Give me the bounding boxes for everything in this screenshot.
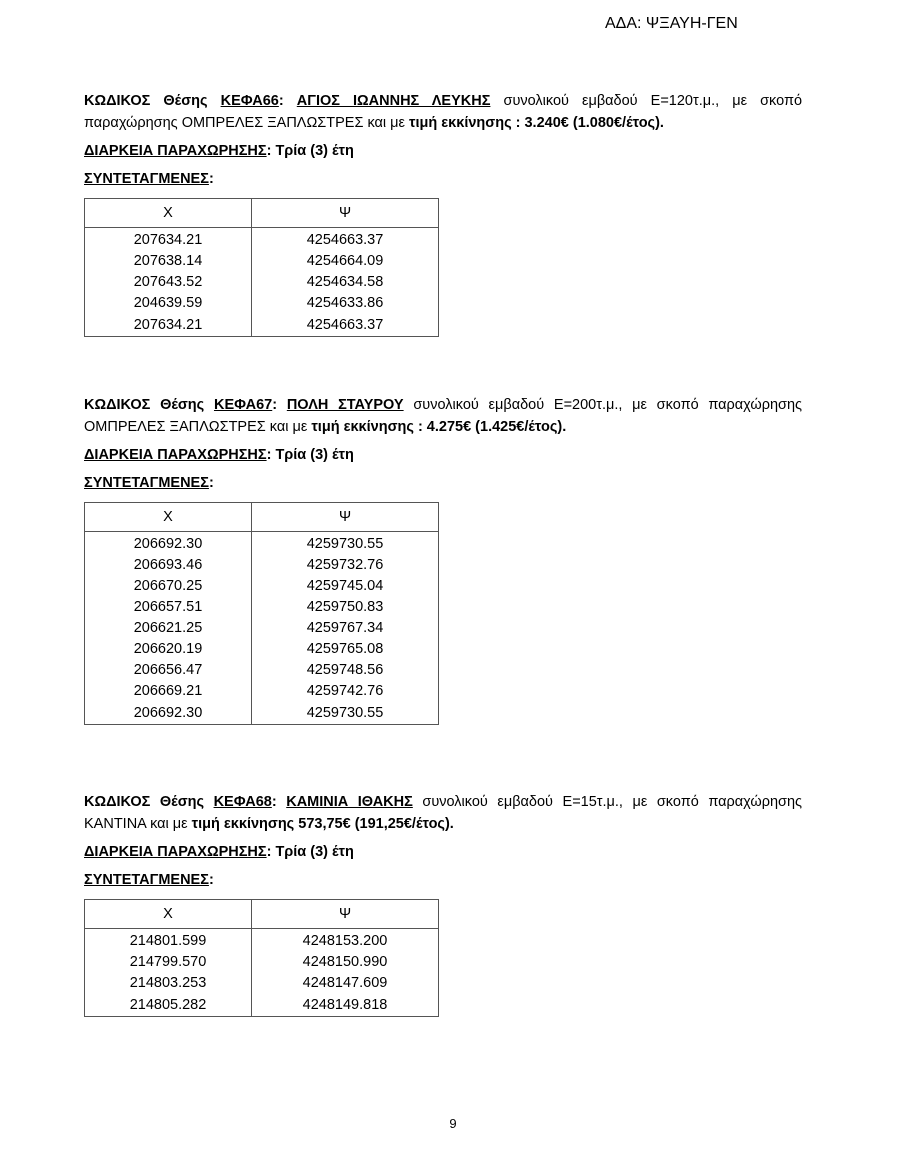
y-cell: 4248149.818 [252,994,439,1017]
price-value: : 3.240€ (1.080€/έτος). [515,115,664,131]
x-cell: 207634.21 [85,314,252,337]
description-text: συνολικού εμβαδού Ε=200τ.μ., με σκοπό παραχώρησης ΟΜΠΡΕΛΕΣ ΞΑΠΛΩΣΤΡΕΣ και με [84,397,803,435]
duration-line: ΔΙΑΡΚΕΙΑ ΠΑΡΑΧΩΡΗΣΗΣ: Τρία (3) έτη [84,844,354,860]
table-row [85,272,439,293]
section-kefa66 [84,90,802,337]
code-value: ΚΕΦΑ67 [213,397,273,413]
x-cell: 207634.21 [85,228,252,252]
table-row [85,532,439,556]
table-row [85,639,439,660]
y-cell: 4259732.76 [252,555,439,576]
x-cell: 207638.14 [85,251,252,272]
code-value: ΚΕΦΑ66 [220,93,279,109]
y-cell: 4259742.76 [252,681,439,702]
table-row [85,555,439,576]
duration-value: Τρία (3) έτη [275,143,354,159]
code-label: ΚΩΔΙΚΟΣ Θέσης [84,794,205,810]
y-cell: 4259730.55 [252,702,439,725]
section-kefa67 [84,394,802,725]
x-cell: 206692.30 [85,532,252,556]
duration-value: Τρία (3) έτη [275,844,354,860]
description-text: συνολικού εμβαδού Ε=120τ.μ., με σκοπό παραχώρησης ΟΜΠΡΕΛΕΣ ΞΑΠΛΩΣΤΡΕΣ και με [84,93,803,131]
section-kefa68 [84,791,802,1017]
x-cell: 214803.253 [85,973,252,994]
table-row [85,228,439,252]
price-value: 573,75€ (191,25€/έτος). [298,816,454,832]
y-cell: 4254663.37 [252,228,439,252]
coords-table [84,198,439,337]
table-row [85,251,439,272]
x-cell: 206669.21 [85,681,252,702]
duration-label: ΔΙΑΡΚΕΙΑ ΠΑΡΑΧΩΡΗΣΗΣ [84,844,267,860]
duration-value: Τρία (3) έτη [275,447,354,463]
code-value: ΚΕΦΑ68 [213,794,272,810]
table-row [85,681,439,702]
x-cell: 206620.19 [85,639,252,660]
description-text: συνολικού εμβαδού Ε=15τ.μ., με σκοπό παραχώρησης ΚΑΝΤΙΝΑ και με [84,794,803,832]
x-cell: 214801.599 [85,929,252,953]
table-row [85,618,439,639]
section-description: ΚΩΔΙΚΟΣ Θέσης ΚΕΦΑ68: ΚΑΜΙΝΙΑ ΙΘΑΚΗΣ συνολικού εμβαδού Ε=15τ.μ., με σκοπό παραχώρησης ΚΑΝΤΙΝΑ και με τιμή εκκίνησης 573,75€ (191,25€/έτος). [84,794,803,832]
table-row [85,994,439,1017]
col-x-header: Χ [85,199,252,228]
x-cell: 206670.25 [85,576,252,597]
y-cell: 4259750.83 [252,597,439,618]
price-label: τιμή εκκίνησης [311,419,414,435]
table-row [85,660,439,681]
table-row [85,929,439,953]
x-cell: 204639.59 [85,293,252,314]
coords-heading: ΣΥΝΤΕΤΑΓΜΕΝΕΣ: [84,872,214,888]
x-cell: 214805.282 [85,994,252,1017]
col-x-header: Χ [85,900,252,929]
col-y-header: Ψ [252,503,439,532]
y-cell: 4259745.04 [252,576,439,597]
duration-label: ΔΙΑΡΚΕΙΑ ΠΑΡΑΧΩΡΗΣΗΣ [84,143,267,159]
coords-label: ΣΥΝΤΕΤΑΓΜΕΝΕΣ [84,475,209,491]
price-value: : 4.275€ (1.425€/έτος). [417,419,567,435]
ada-header: ΑΔΑ: ΨΞΑΥΗ-ΓΕΝ [605,15,738,32]
table-row [85,314,439,337]
coords-label: ΣΥΝΤΕΤΑΓΜΕΝΕΣ [84,872,209,888]
x-cell: 206693.46 [85,555,252,576]
coords-table [84,502,439,725]
y-cell: 4248153.200 [252,929,439,953]
y-cell: 4248150.990 [252,952,439,973]
coords-heading: ΣΥΝΤΕΤΑΓΜΕΝΕΣ: [84,171,214,187]
x-cell: 206657.51 [85,597,252,618]
coords-table [84,899,439,1017]
x-cell: 206656.47 [85,660,252,681]
col-x-header: Χ [85,503,252,532]
duration-line: ΔΙΑΡΚΕΙΑ ΠΑΡΑΧΩΡΗΣΗΣ: Τρία (3) έτη [84,447,354,463]
page-number: 9 [449,1116,457,1131]
y-cell: 4248147.609 [252,973,439,994]
y-cell: 4254633.86 [252,293,439,314]
y-cell: 4259748.56 [252,660,439,681]
table-row [85,597,439,618]
x-cell: 206692.30 [85,702,252,725]
y-cell: 4259765.08 [252,639,439,660]
section-description: ΚΩΔΙΚΟΣ Θέσης ΚΕΦΑ67: ΠΟΛΗ ΣΤΑΥΡΟΥ συνολικού εμβαδού Ε=200τ.μ., με σκοπό παραχώρησης ΟΜΠΡΕΛΕΣ ΞΑΠΛΩΣΤΡΕΣ και με τιμή εκκίνησης : 4.275€ (1.425€/έτος). [84,397,803,435]
y-cell: 4254664.09 [252,251,439,272]
section-description: ΚΩΔΙΚΟΣ Θέσης ΚΕΦΑ66: ΑΓΙΟΣ ΙΩΑΝΝΗΣ ΛΕΥΚΗΣ συνολικού εμβαδού Ε=120τ.μ., με σκοπό παραχώρησης ΟΜΠΡΕΛΕΣ ΞΑΠΛΩΣΤΡΕΣ και με τιμή εκκίνησης : 3.240€ (1.080€/έτος). [84,93,803,131]
coords-label: ΣΥΝΤΕΤΑΓΜΕΝΕΣ [84,171,209,187]
code-label: ΚΩΔΙΚΟΣ Θέσης [84,93,208,109]
x-cell: 207643.52 [85,272,252,293]
y-cell: 4254663.37 [252,314,439,337]
y-cell: 4259730.55 [252,532,439,556]
coords-heading: ΣΥΝΤΕΤΑΓΜΕΝΕΣ: [84,475,214,491]
price-label: τιμή εκκίνησης [191,816,295,832]
x-cell: 206621.25 [85,618,252,639]
code-label: ΚΩΔΙΚΟΣ Θέσης [84,397,205,413]
col-y-header: Ψ [252,199,439,228]
duration-line: ΔΙΑΡΚΕΙΑ ΠΑΡΑΧΩΡΗΣΗΣ: Τρία (3) έτη [84,143,354,159]
table-row [85,576,439,597]
table-row [85,702,439,725]
place-name: ΠΟΛΗ ΣΤΑΥΡΟΥ [286,397,404,413]
x-cell: 214799.570 [85,952,252,973]
price-label: τιμή εκκίνησης [409,115,512,131]
table-row [85,973,439,994]
table-row [85,293,439,314]
table-row [85,952,439,973]
y-cell: 4259767.34 [252,618,439,639]
place-name: ΑΓΙΟΣ ΙΩΑΝΝΗΣ ΛΕΥΚΗΣ [296,93,491,109]
duration-label: ΔΙΑΡΚΕΙΑ ΠΑΡΑΧΩΡΗΣΗΣ [84,447,267,463]
y-cell: 4254634.58 [252,272,439,293]
place-name: ΚΑΜΙΝΙΑ ΙΘΑΚΗΣ [286,794,413,810]
col-y-header: Ψ [252,900,439,929]
